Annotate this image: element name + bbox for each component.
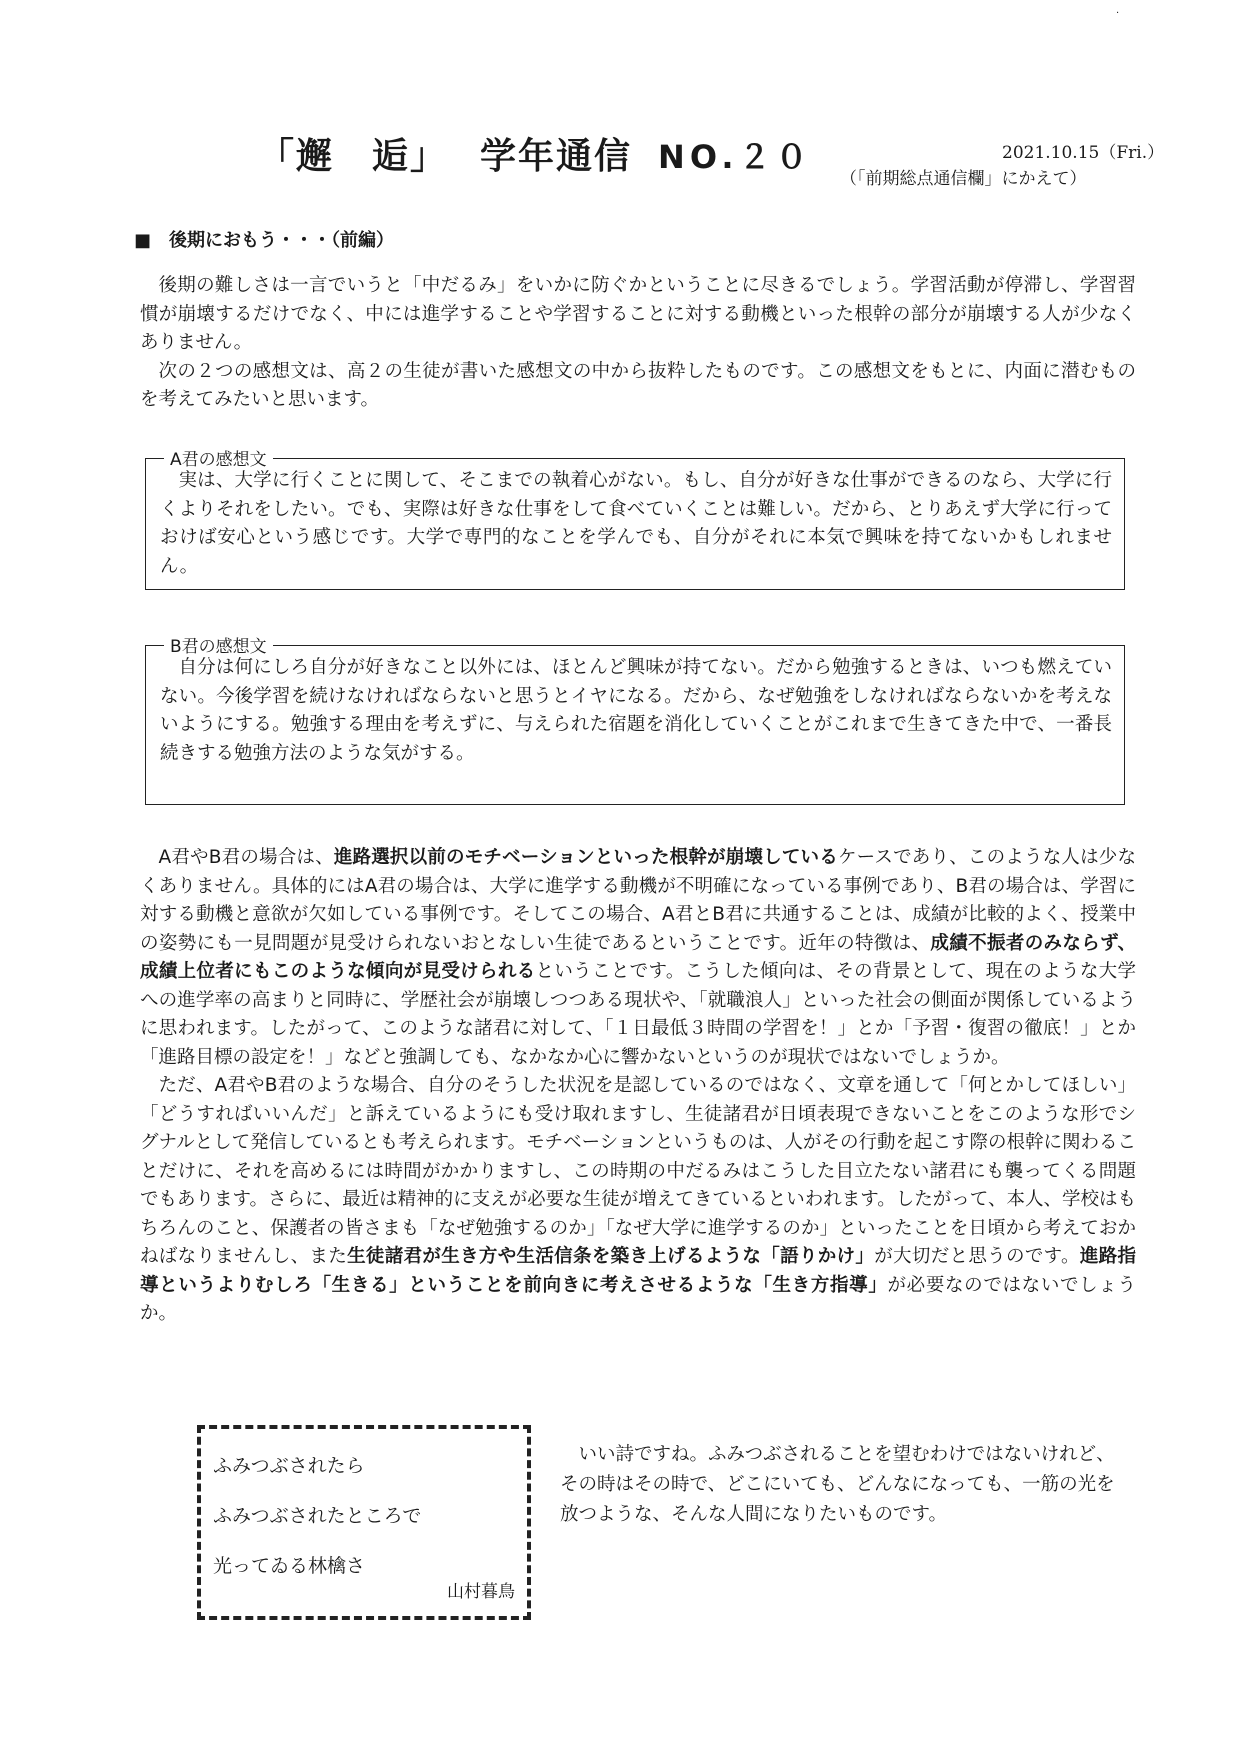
body-text — [140, 844, 1136, 1329]
body-paragraph-1: A君やB君の場合は、進路選択以前のモチベーションといった根幹が崩壊しているケースであり、このような人は少なくありません。具体的にはA君の場合は、大学に進学する動機が不明確になっている事例であり、B君の場合は、学習に対する動機と意欲が欠如している事例です。そしてこの場合、A君とB君に共通することは、成績が比較的よく、授業中の姿勢にも一見問題が見受けられないおとなしい生徒であるということです。近年の特徴は、成績不振者のみならず、成績上位者にもこのような傾向が見受けられるということです。こうした傾向は、その背景として、現在のような大学への進学率の高まりと同時に、学歴社会が崩壊しつつある現状や、「就職浪人」といった社会の側面が関係しているように思われます。したがって、このような諸君に対して、「１日最低３時間の学習を！」とか「予習・復習の徹底！」とか「進路目標の設定を！」などと強調しても、なかなか心に響かないというのが現状ではないでしょうか。 — [140, 847, 1136, 1068]
issue-number: NO.２０ — [658, 138, 813, 176]
essay-b-text: 自分は何にしろ自分が好きなこと以外には、ほとんど興味が持てない。だから勉強するときは、いつも燃えていない。今後学習を続けなければならないと思うとイヤになる。だから、なぜ勉強をしなければならないかを考えないようにする。勉強する理由を考えずに、与えられた宿題を消化していくことがこれまで生きてきた中で、一番長続きする勉強方法のような気がする。 — [160, 657, 1112, 764]
poem-box — [197, 1425, 531, 1620]
poem-author: 山村暮鳥 — [447, 1582, 515, 1602]
poem-comment: いい詩ですね。ふみつぶされることを望むわけではないけれど、その時はその時で、どこにいても、どんなになっても、一筋の光を放つような、そんな人間になりたいものです。 — [560, 1444, 1115, 1525]
intro-paragraph-1: 後期の難しさは一言でいうと「中だるみ」をいかに防ぐかということに尽きるでしょう。学習活動が停滞し、学習習慣が崩壊するだけでなく、中には進学することや学習することに対する動機といった根幹の部分が崩壊する人が少なくありません。 — [140, 275, 1136, 353]
essay-box-a — [145, 450, 1125, 590]
title-sub: 学年通信 — [480, 136, 633, 177]
essay-box-b — [145, 637, 1125, 805]
essay-b-label: B君の感想文 — [164, 632, 273, 657]
newsletter-title — [258, 128, 812, 179]
issue-date: 2021.10.15（Fri.） — [1002, 143, 1165, 163]
intro-paragraph-2: 次の２つの感想文は、高２の生徒が書いた感想文の中から抜粋したものです。この感想文をもとに、内面に潜むものを考えてみたいと思います。 — [140, 360, 1136, 410]
poem-line-2: ふみつぶされたところで — [213, 1505, 422, 1527]
issue-subtitle: （「前期総点通信欄」にかえて） — [840, 169, 1087, 189]
poem-line-1: ふみつぶされたら — [213, 1455, 365, 1477]
body-paragraph-2: ただ、A君やB君のような場合、自分のそうした状況を是認しているのではなく、文章を通して「何とかしてほしい」「どうすればいいんだ」と訴えているようにも受け取れますし、生徒諸君が日頃表現できないことをこのような形でシグナルとして発信しているとも考えられます。モチベーションというものは、人がその行動を起こす際の根幹に関わることだけに、それを高めるには時間がかかりますし、この時期の中だるみはこうした目立たない諸君にも襲ってくる問題でもあります。さらに、最近は精神的に支えが必要な生徒が増えてきているといわれます。したがって、本人、学校はもちろんのこと、保護者の皆さまも「なぜ勉強するのか」「なぜ大学に進学するのか」といったことを日頃から考えておかねばなりませんし、また生徒諸君が生き方や生活信条を築き上げるような「語りかけ」が大切だと思うのです。進路指導というよりむしろ「生きる」ということを前向きに考えさせるような「生き方指導」が必要なのではないでしょうか。 — [140, 1075, 1136, 1324]
essay-a-label: A君の感想文 — [164, 445, 273, 470]
intro-text — [140, 272, 1136, 415]
emphasis-3: 生徒諸君が生き方や生活信条を築き上げるような「語りかけ」 — [347, 1246, 875, 1267]
title-main: 「邂 逅」 — [258, 136, 449, 177]
poem-line-3: 光ってゐる林檎さ — [213, 1555, 366, 1577]
scan-speck: · — [1116, 8, 1120, 19]
section-heading: ■ 後期におもう・・・（前編） — [134, 230, 395, 251]
emphasis-1: 進路選択以前のモチベーションといった根幹が崩壊している — [333, 847, 838, 868]
emphasis-2: 成績不振者のみならず、成績上位者にもこのような傾向が見受けられる — [140, 932, 1136, 982]
emphasis-4: 進路指導というよりむしろ「生きる」ということを前向きに考えさせるような「生き方指導」 — [140, 1246, 1136, 1296]
essay-a-text: 実は、大学に行くことに関して、そこまでの執着心がない。もし、自分が好きな仕事ができるのなら、大学に行くよりそれをしたい。でも、実際は好きな仕事をして食べていくことは難しい。だから、とりあえず大学に行っておけば安心という感じです。大学で専門的なことを学んでも、自分がそれに本気で興味を持てないかもしれません。 — [160, 470, 1112, 577]
